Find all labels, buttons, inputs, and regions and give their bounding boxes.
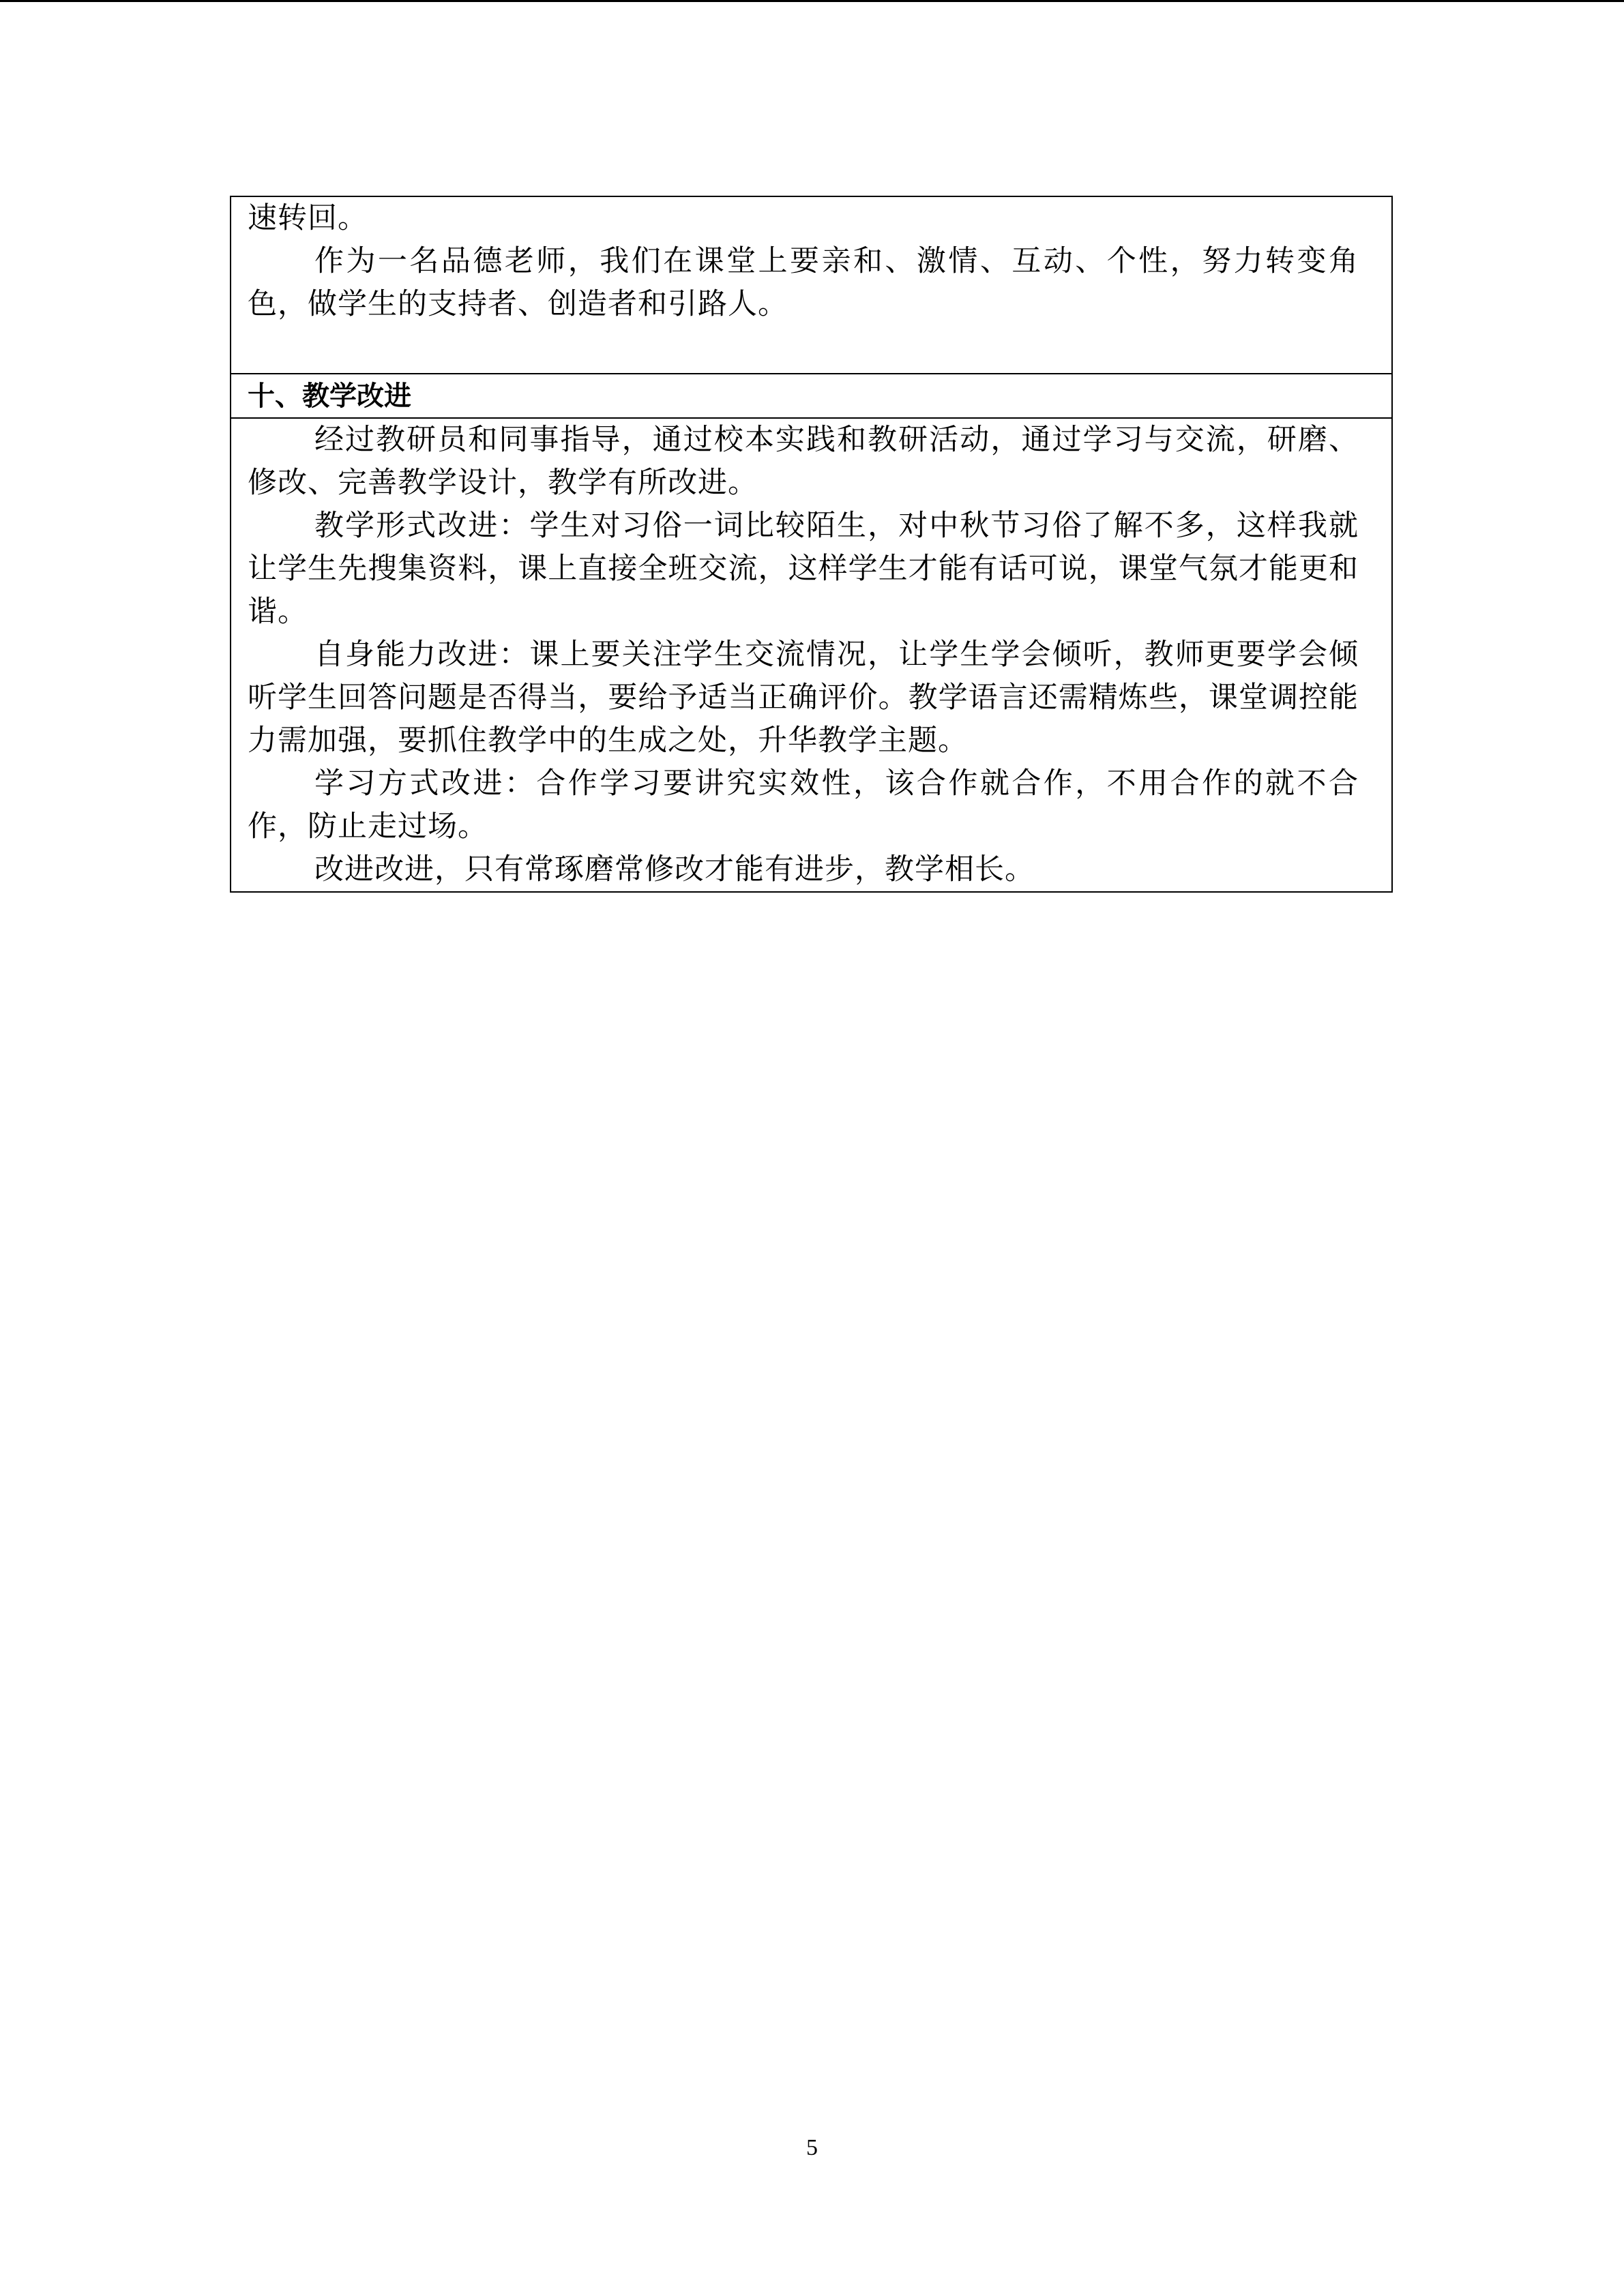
paragraph: 经过教研员和同事指导，通过校本实践和教研活动，通过学习与交流，研磨、修改、完善教学设计，教学有所改进。 <box>248 423 1359 500</box>
paragraph: 速转回。 <box>248 201 368 235</box>
reflection-continuation-cell <box>231 196 1392 374</box>
lesson-plan-table <box>230 196 1393 893</box>
table-row <box>231 374 1392 418</box>
section-heading: 十、教学改进 <box>248 379 411 412</box>
paragraph: 改进改进，只有常琢磨常修改才能有进步，教学相长。 <box>314 852 1035 886</box>
teaching-improvement-cell <box>231 418 1392 892</box>
paragraph: 作为一名品德老师，我们在课堂上要亲和、激情、互动、个性，努力转变角色，做学生的支持者、创造者和引路人。 <box>248 244 1359 321</box>
paragraph: 学习方式改进：合作学习要讲究实效性，该合作就合作，不用合作的就不合作，防止走过场。 <box>248 766 1359 844</box>
paragraph: 教学形式改进：学生对习俗一词比较陌生，对中秋节习俗了解不多，这样我就让学生先搜集资料，课上直接全班交流，这样学生才能有话可说，课堂气氛才能更和谐。 <box>248 509 1359 629</box>
section-header-cell <box>231 374 1392 418</box>
table-row <box>231 196 1392 374</box>
page-number: 5 <box>806 2135 818 2160</box>
table-row <box>231 418 1392 892</box>
page-top-border <box>0 0 1624 2</box>
paragraph: 自身能力改进：课上要关注学生交流情况，让学生学会倾听，教师更要学会倾听学生回答问题是否得当，要给予适当正确评价。教学语言还需精炼些，课堂调控能力需加强，要抓住教学中的生成之处，升华教学主题。 <box>248 638 1359 758</box>
